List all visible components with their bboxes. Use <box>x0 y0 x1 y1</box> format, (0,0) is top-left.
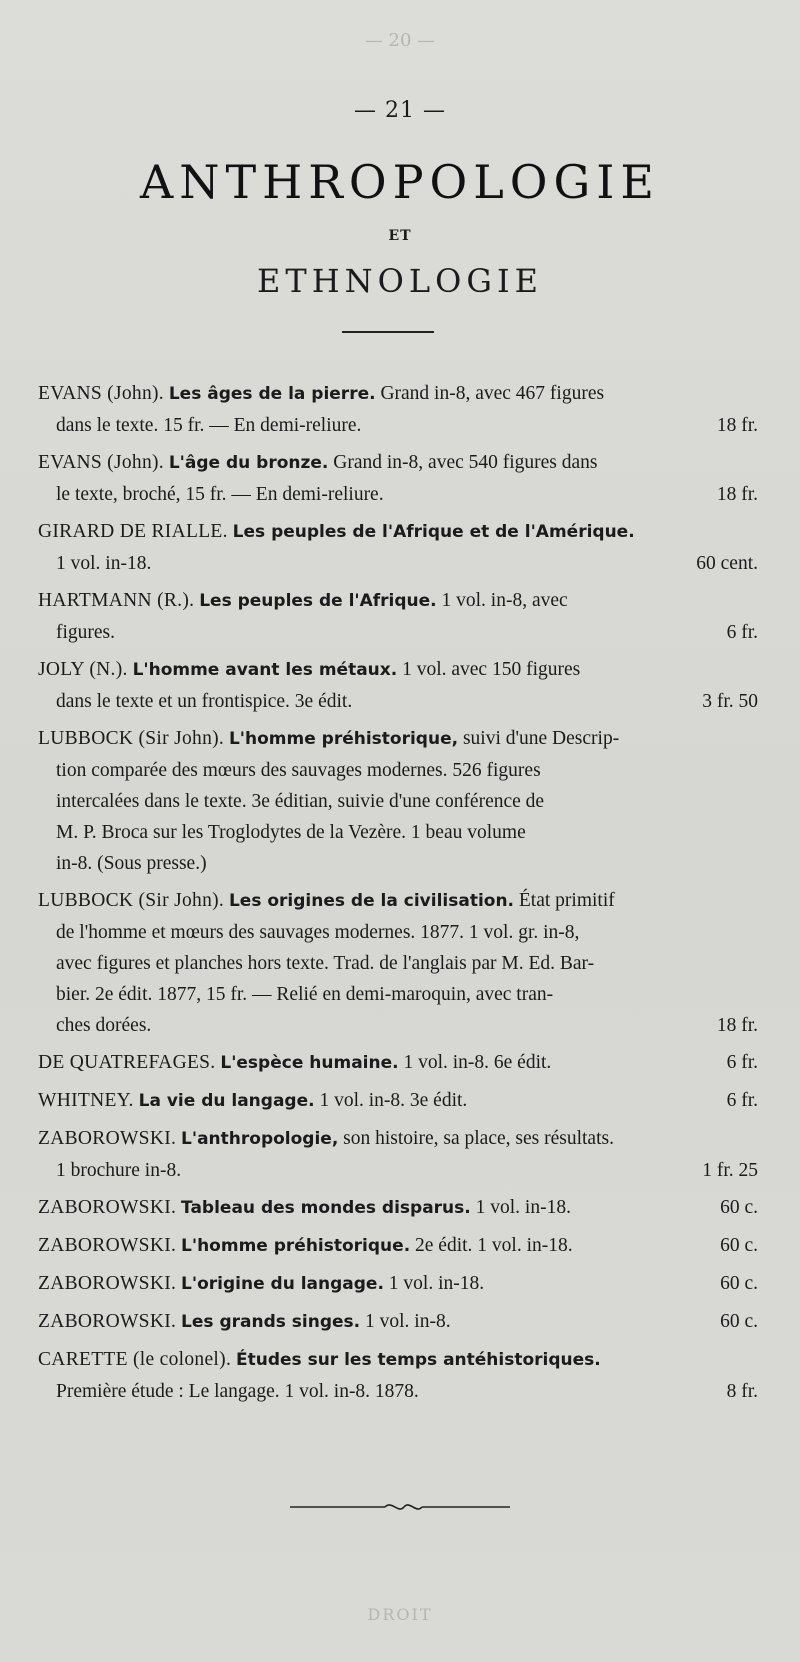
entry-line-text <box>38 1344 601 1376</box>
entry-price: 8 fr. <box>726 1381 758 1402</box>
entry-work-title: L'origine du langage. <box>181 1274 384 1294</box>
entry-line <box>38 723 758 755</box>
catalog-entry <box>38 378 758 441</box>
entry-line-text <box>38 723 619 755</box>
catalog-entry <box>38 885 758 1041</box>
entry-details: intercalées dans le texte. 3e éditian, suivie d'une conférence de <box>56 791 545 812</box>
entry-price: 60 c. <box>720 1235 758 1256</box>
entry-line <box>38 1268 758 1300</box>
catalog-entry <box>38 723 758 879</box>
entry-line-text <box>38 1192 571 1224</box>
entry-line <box>38 817 758 848</box>
entry-line-text <box>38 1230 573 1262</box>
entry-author: HARTMANN (R.). <box>38 590 195 611</box>
page-number: — 21 — <box>354 98 446 123</box>
entry-details: 1 vol. in-8. 6e édit. <box>398 1052 552 1073</box>
entry-line <box>38 755 758 786</box>
entry-line <box>38 1085 758 1117</box>
entry-line <box>38 979 758 1010</box>
catalog-entry <box>38 1047 758 1079</box>
entry-work-title: L'âge du bronze. <box>168 453 329 473</box>
entry-line-text <box>56 917 579 948</box>
entry-price: 6 fr. <box>726 1090 758 1111</box>
entry-line-text <box>38 516 635 548</box>
entry-work-title: L'anthropologie, <box>181 1129 339 1149</box>
entry-work-title: L'homme avant les métaux. <box>132 660 398 680</box>
section-title: ANTHROPOLOGIE <box>139 155 661 209</box>
entry-work-title: Les âges de la pierre. <box>168 384 376 404</box>
entry-author: EVANS (John). <box>38 452 164 473</box>
entry-details: 1 vol. in-8. 3e édit. <box>314 1090 468 1111</box>
entry-price: 18 fr. <box>716 1015 758 1036</box>
entry-line-text <box>38 585 568 617</box>
entry-author: ZABOROWSKI. <box>38 1128 177 1149</box>
entry-work-title: L'homme préhistorique. <box>181 1236 411 1256</box>
catalog-entry <box>38 1230 758 1262</box>
entry-work-title: L'homme préhistorique, <box>228 729 459 749</box>
entry-line <box>38 410 758 441</box>
entry-line <box>38 948 758 979</box>
entry-price: 60 c. <box>720 1311 758 1332</box>
entry-line-text <box>56 1155 181 1186</box>
entry-line <box>38 548 758 579</box>
entry-line <box>38 1376 758 1407</box>
entry-line-text <box>56 948 594 979</box>
catalog-entry <box>38 1344 758 1407</box>
entry-author: ZABOROWSKI. <box>38 1197 177 1218</box>
entry-author: CARETTE (le colonel). <box>38 1349 232 1370</box>
entry-line-text <box>38 1047 551 1079</box>
entry-line-text <box>56 617 115 648</box>
entry-line <box>38 1306 758 1338</box>
section-subtitle: ETHNOLOGIE <box>257 262 543 300</box>
entry-details: M. P. Broca sur les Troglodytes de la Vezère. 1 beau volume <box>56 822 526 843</box>
entry-line <box>38 378 758 410</box>
entry-line-text <box>56 548 151 579</box>
entry-line-text <box>38 378 604 410</box>
entry-line <box>38 917 758 948</box>
entry-author: LUBBOCK (Sir John). <box>38 890 225 911</box>
entry-work-title: L'espèce humaine. <box>220 1053 399 1073</box>
entry-line-text <box>38 885 615 917</box>
entry-details: bier. 2e édit. 1877, 15 fr. — Relié en demi-maroquin, avec tran- <box>56 984 554 1005</box>
entry-author: ZABOROWSKI. <box>38 1311 177 1332</box>
entry-line-text <box>38 1123 614 1155</box>
entry-details: in-8. (Sous presse.) <box>56 853 207 874</box>
entry-line <box>38 786 758 817</box>
entry-price: 1 fr. 25 <box>702 1160 758 1181</box>
title-divider <box>342 331 434 333</box>
entry-author: ZABOROWSKI. <box>38 1273 177 1294</box>
entry-line-text <box>38 1268 484 1300</box>
entry-details: 1 vol. avec 150 figures <box>397 659 581 680</box>
entry-line-text <box>38 1085 467 1117</box>
entry-line-text <box>38 1306 451 1338</box>
catalog-entry <box>38 1268 758 1300</box>
entry-work-title: Les peuples de l'Afrique. <box>199 591 437 611</box>
entry-line <box>38 617 758 648</box>
entry-details: Grand in-8, avec 540 figures dans <box>328 452 598 473</box>
entry-line <box>38 1344 758 1376</box>
entry-work-title: Tableau des mondes disparus. <box>181 1198 471 1218</box>
entry-line <box>38 1047 758 1079</box>
catalog-entry <box>38 654 758 717</box>
entry-line-text <box>56 1010 151 1041</box>
entry-line-text <box>56 479 384 510</box>
entry-line <box>38 686 758 717</box>
entry-price: 18 fr. <box>716 415 758 436</box>
catalog-entry <box>38 1085 758 1117</box>
catalog-entry <box>38 1306 758 1338</box>
entry-details: avec figures et planches hors texte. Trad. de l'anglais par M. Ed. Bar- <box>56 953 595 974</box>
entry-line <box>38 516 758 548</box>
entry-details: tion comparée des mœurs des sauvages modernes. 526 figures <box>56 760 541 781</box>
entry-work-title: Études sur les temps antéhistoriques. <box>236 1350 601 1370</box>
entry-price: 3 fr. 50 <box>702 691 758 712</box>
entry-author: WHITNEY. <box>38 1090 134 1111</box>
entry-line <box>38 1010 758 1041</box>
entry-line <box>38 479 758 510</box>
catalog-entry <box>38 585 758 648</box>
entry-details: Première étude : Le langage. 1 vol. in-8. 1878. <box>56 1381 419 1402</box>
entry-author: JOLY (N.). <box>38 659 128 680</box>
entry-line <box>38 1230 758 1262</box>
entry-line-text <box>38 654 580 686</box>
catalog-entry <box>38 1192 758 1224</box>
entry-line-text <box>56 979 553 1010</box>
entry-line-text <box>56 817 526 848</box>
entry-line <box>38 1123 758 1155</box>
entry-work-title: La vie du langage. <box>138 1091 315 1111</box>
bleed-through-page-number: — 20 — <box>364 30 436 51</box>
entry-line <box>38 585 758 617</box>
bibliography-list <box>38 378 758 1413</box>
entry-line-text <box>56 686 352 717</box>
entry-details: 1 vol. in-8, avec <box>436 590 568 611</box>
entry-details: 2e édit. 1 vol. in-18. <box>410 1235 573 1256</box>
entry-price: 6 fr. <box>726 622 758 643</box>
entry-line-text <box>56 786 544 817</box>
entry-details: 1 vol. in-18. <box>470 1197 571 1218</box>
entry-line-text <box>56 848 207 879</box>
entry-line <box>38 447 758 479</box>
entry-line-text <box>38 447 598 479</box>
entry-details: ches dorées. <box>56 1015 152 1036</box>
entry-price: 60 cent. <box>696 553 758 574</box>
entry-line-text <box>56 1376 419 1407</box>
entry-work-title: Les grands singes. <box>181 1312 361 1332</box>
ornament-divider <box>290 1500 510 1514</box>
entry-work-title: Les origines de la civilisation. <box>228 891 515 911</box>
entry-author: EVANS (John). <box>38 383 164 404</box>
entry-details: dans le texte et un frontispice. 3e édit. <box>56 691 353 712</box>
catalog-entry <box>38 516 758 579</box>
entry-author: DE QUATREFAGES. <box>38 1052 216 1073</box>
entry-line <box>38 885 758 917</box>
entry-price: 60 c. <box>720 1197 758 1218</box>
entry-line-text <box>56 755 541 786</box>
entry-price: 18 fr. <box>716 484 758 505</box>
catalog-entry <box>38 447 758 510</box>
entry-line <box>38 654 758 686</box>
entry-author: ZABOROWSKI. <box>38 1235 177 1256</box>
entry-details: 1 vol. in-18. <box>56 553 152 574</box>
entry-price: 60 c. <box>720 1273 758 1294</box>
entry-line <box>38 848 758 879</box>
entry-details: le texte, broché, 15 fr. — En demi-reliure. <box>56 484 384 505</box>
entry-details: figures. <box>56 622 116 643</box>
catalog-entry <box>38 1123 758 1186</box>
entry-details: son histoire, sa place, ses résultats. <box>338 1128 614 1149</box>
entry-details: dans le texte. 15 fr. — En demi-reliure. <box>56 415 362 436</box>
bleed-through-heading: DROIT <box>367 1605 433 1624</box>
entry-line <box>38 1155 758 1186</box>
entry-work-title: Les peuples de l'Afrique et de l'Amérique. <box>232 522 635 542</box>
entry-details: 1 vol. in-8. <box>360 1311 451 1332</box>
entry-details: 1 vol. in-18. <box>383 1273 485 1294</box>
entry-price: 6 fr. <box>726 1052 758 1073</box>
entry-details: Grand in-8, avec 467 figures <box>375 383 605 404</box>
entry-line <box>38 1192 758 1224</box>
entry-line-text <box>56 410 361 441</box>
entry-details: de l'homme et mœurs des sauvages modernes. 1877. 1 vol. gr. in-8, <box>56 922 580 943</box>
entry-details: suivi d'une Descrip- <box>458 728 620 749</box>
entry-author: GIRARD DE RIALLE. <box>38 521 228 542</box>
section-title-conjunction: ET <box>388 228 412 244</box>
entry-author: LUBBOCK (Sir John). <box>38 728 225 749</box>
entry-details: État primitif <box>514 890 615 911</box>
entry-details: 1 brochure in-8. <box>56 1160 182 1181</box>
